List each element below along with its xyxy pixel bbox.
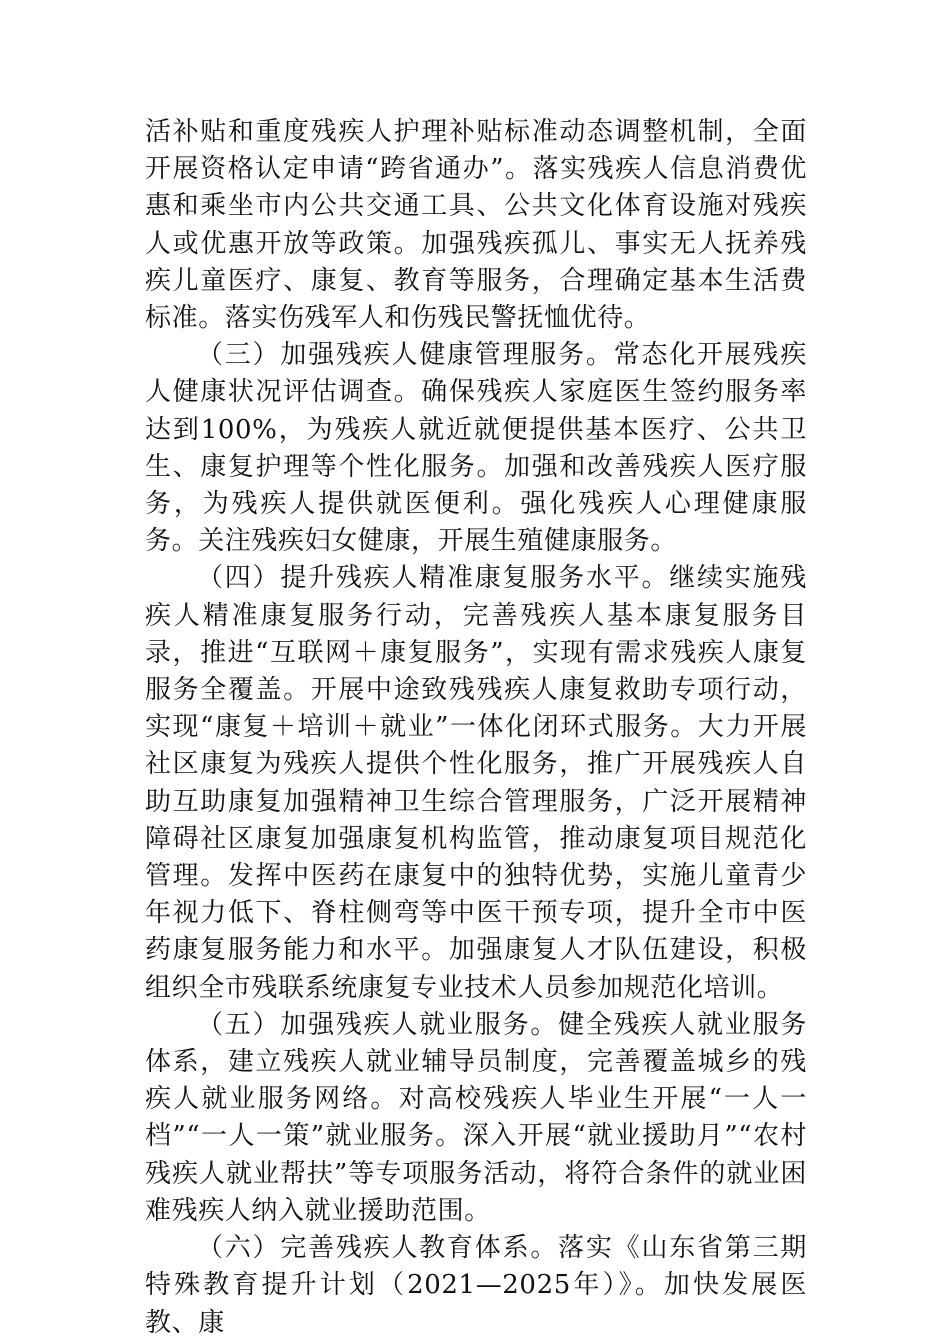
paragraph-living-subsidy: 活补贴和重度残疾人护理补贴标准动态调整机制，全面开展资格认定申请“跨省通办”。落实残疾人信息消费优惠和乘坐市内公共交通工具、公共文化体育设施对残疾人或优惠开放等政策。加强残疾孤儿、事实无人抚养残疾儿童医疗、康复、教育等服务，合理确定基本生活费标准。落实伤残军人和伤残民警抚恤优待。 (145, 117, 807, 334)
paragraph-rehabilitation: （四）提升残疾人精准康复服务水平。继续实施残疾人精准康复服务行动，完善残疾人基本康复服务目录，推进“互联网＋康复服务”，实现有需求残疾人康复服务全覆盖。开展中途致残残疾人康复救助专项行动，实现“康复＋培训＋就业”一体化闭环式服务。大力开展社区康复为残疾人提供个性化服务，推广开展残疾人自助互助康复加强精神卫生综合管理服务，广泛开展精神障碍社区康复加强康复机构监管，推动康复项目规范化管理。发挥中医药在康复中的独特优势，实施儿童青少年视力低下、脊柱侧弯等中医干预专项，提升全市中医药康复服务能力和水平。加强康复人才队伍建设，积极组织全市残联系统康复专业技术人员参加规范化培训。 (145, 563, 807, 1003)
paragraph-education: （六）完善残疾人教育体系。落实《山东省第三期特殊教育提升计划（2021—2025年）》。加快发展医教、康 (145, 1233, 807, 1338)
document-body (145, 114, 807, 1342)
paragraph-health-management: （三）加强残疾人健康管理服务。常态化开展残疾人健康状况评估调查。确保残疾人家庭医生签约服务率达到100%，为残疾人就近就便提供基本医疗、公共卫生、康复护理等个性化服务。加强和改善残疾人医疗服务，为残疾人提供就医便利。强化残疾人心理健康服务。关注残疾妇女健康，开展生殖健康服务。 (145, 340, 807, 557)
paragraph-employment: （五）加强残疾人就业服务。健全残疾人就业服务体系，建立残疾人就业辅导员制度，完善覆盖城乡的残疾人就业服务网络。对高校残疾人毕业生开展“一人一档”“一人一策”就业服务。深入开展“就业援助月”“农村残疾人就业帮扶”等专项服务活动，将符合条件的就业困难残疾人纳入就业援助范围。 (145, 1009, 807, 1226)
